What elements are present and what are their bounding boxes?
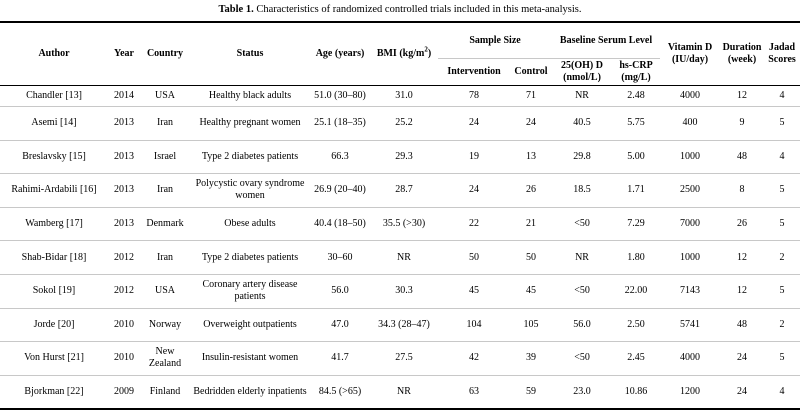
cell-ohd: NR — [575, 90, 589, 101]
cell-jadad: 5 — [779, 218, 785, 230]
cell-duration: 12 — [737, 251, 748, 263]
table-caption-label: Table 1. — [218, 4, 254, 15]
cell-intervention: 45 — [469, 285, 479, 297]
cell-age: 40.4 (18–50) — [314, 218, 366, 230]
header-year: Year — [108, 22, 140, 86]
cell-ohd: <50 — [574, 285, 590, 297]
cell-jadad: 2 — [779, 318, 785, 330]
cell-intervention: 22 — [469, 218, 479, 230]
cell-duration: 48 — [737, 318, 748, 330]
cell-jadad: 4 — [779, 150, 785, 162]
cell-intervention: 63 — [469, 386, 479, 398]
cell-year: 2010 — [114, 318, 134, 330]
cell-country: Iran — [156, 184, 174, 196]
cell-country: USA — [154, 90, 175, 101]
table-row — [0, 241, 800, 275]
cell-ohd: 23.0 — [573, 386, 591, 398]
cell-duration: 8 — [739, 184, 745, 196]
table-body — [0, 86, 800, 410]
cell-vitd: 4000 — [680, 352, 701, 364]
header-age: Age (years) — [310, 22, 370, 86]
cell-author: Chandler [13] — [26, 90, 82, 101]
table-row — [0, 86, 800, 107]
cell-age: 47.0 — [331, 318, 349, 330]
cell-country: Finland — [149, 386, 181, 398]
cell-ohd: <50 — [574, 352, 590, 364]
cell-author: Shab-Bidar [18] — [21, 251, 87, 263]
cell-control: 59 — [526, 386, 536, 398]
cell-status: Type 2 diabetes patients — [201, 150, 299, 162]
cell-control: 21 — [526, 218, 536, 230]
cell-crp: 22.00 — [624, 285, 648, 297]
cell-crp: 1.71 — [627, 184, 645, 196]
cell-bmi: NR — [397, 386, 411, 398]
cell-bmi: 25.2 — [395, 117, 413, 129]
cell-control: 26 — [526, 184, 536, 196]
cell-status: Obese adults — [224, 218, 276, 230]
cell-jadad: 5 — [779, 184, 785, 196]
cell-country: Israel — [153, 150, 177, 162]
cell-age: 56.0 — [331, 285, 349, 297]
cell-status: Polycystic ovary syndrome women — [195, 178, 305, 202]
cell-control: 45 — [526, 285, 536, 297]
cell-ohd: <50 — [574, 218, 590, 230]
cell-duration: 24 — [737, 386, 748, 398]
cell-jadad: 5 — [779, 285, 785, 297]
cell-year: 2012 — [114, 285, 134, 297]
cell-duration: 24 — [737, 352, 748, 364]
cell-ohd: 18.5 — [573, 184, 591, 196]
table-caption-text: Characteristics of randomized controlled trials included in this meta-analysis. — [253, 4, 582, 15]
cell-age: 84.5 (>65) — [318, 386, 362, 398]
cell-duration: 9 — [739, 117, 745, 129]
cell-age: 51.0 (30–80) — [314, 90, 366, 101]
cell-age: 66.3 — [331, 150, 349, 162]
cell-year: 2014 — [114, 90, 134, 101]
cell-bmi: 29.3 — [395, 150, 413, 162]
cell-author: Sokol [19] — [32, 285, 76, 297]
cell-vitd: 400 — [682, 117, 698, 129]
cell-year: 2013 — [114, 184, 134, 196]
table-row — [0, 174, 800, 208]
cell-jadad: 5 — [779, 117, 785, 129]
cell-intervention: 24 — [469, 184, 479, 196]
cell-jadad: 5 — [779, 352, 785, 364]
cell-status: Healthy pregnant women — [199, 117, 301, 129]
cell-status: Coronary artery disease patients — [202, 279, 298, 303]
cell-bmi: 28.7 — [395, 184, 413, 196]
cell-crp: 7.29 — [627, 218, 645, 230]
header-control: Control — [514, 66, 548, 77]
table-row — [0, 308, 800, 342]
cell-year: 2012 — [114, 251, 134, 263]
cell-country: New Zealand — [148, 346, 182, 370]
cell-ohd: 56.0 — [573, 318, 591, 330]
header-duration: Duration (week) — [720, 22, 764, 86]
cell-vitd: 1000 — [680, 150, 701, 162]
table-caption — [0, 3, 800, 17]
cell-author: Jorde [20] — [33, 318, 75, 330]
cell-age: 25.1 (18–35) — [314, 117, 366, 129]
cell-author: Breslavsky [15] — [22, 150, 86, 162]
cell-country: USA — [154, 285, 175, 297]
cell-status: Insulin-resistant women — [201, 352, 299, 364]
cell-intervention: 104 — [466, 318, 482, 330]
cell-bmi: 35.5 (>30) — [382, 218, 426, 230]
cell-control: 13 — [526, 150, 536, 162]
cell-intervention: 24 — [469, 117, 479, 129]
cell-crp: 2.48 — [627, 90, 645, 101]
cell-control: 71 — [526, 90, 536, 101]
cell-vitd: 1000 — [680, 251, 701, 263]
cell-ohd: NR — [575, 251, 589, 263]
cell-bmi: 30.3 — [395, 285, 413, 297]
cell-year: 2010 — [114, 352, 134, 364]
cell-crp: 5.75 — [627, 117, 645, 129]
cell-vitd: 4000 — [680, 90, 701, 101]
cell-bmi: 34.3 (28–47) — [378, 318, 430, 330]
cell-intervention: 19 — [469, 150, 479, 162]
table-row — [0, 107, 800, 141]
header-jadad: Jadad Scores — [764, 22, 800, 86]
header-baseline: Baseline Serum Level — [552, 22, 660, 59]
cell-control: 50 — [526, 251, 536, 263]
cell-author: Asemi [14] — [31, 117, 77, 129]
cell-control: 105 — [523, 318, 539, 330]
cell-duration: 12 — [737, 285, 748, 297]
cell-duration: 12 — [737, 90, 748, 101]
cell-age: 26.9 (20–40) — [314, 184, 366, 196]
header-bmi-prefix: BMI (kg/m — [376, 48, 425, 59]
table-row — [0, 342, 800, 376]
table-row — [0, 140, 800, 174]
cell-vitd: 1200 — [680, 386, 701, 398]
cell-country: Iran — [156, 251, 174, 263]
cell-author: Wamberg [17] — [25, 218, 83, 230]
cell-bmi: 31.0 — [395, 90, 413, 101]
trials-table — [0, 21, 800, 410]
cell-status: Healthy black adults — [208, 90, 292, 101]
cell-status: Type 2 diabetes patients — [201, 251, 299, 263]
cell-control: 39 — [526, 352, 536, 364]
header-bmi-suffix: ) — [427, 48, 432, 59]
cell-year: 2013 — [114, 218, 134, 230]
cell-status: Bedridden elderly inpatients — [193, 386, 307, 398]
cell-vitd: 5741 — [680, 318, 701, 330]
cell-jadad: 4 — [779, 90, 785, 101]
cell-country: Denmark — [146, 218, 184, 230]
cell-jadad: 4 — [779, 386, 785, 398]
cell-crp: 5.00 — [627, 150, 645, 162]
table-row — [0, 207, 800, 241]
cell-crp: 2.45 — [627, 352, 645, 364]
cell-bmi: NR — [397, 251, 411, 263]
cell-status: Overweight outpatients — [203, 318, 297, 330]
cell-vitd: 7143 — [680, 285, 701, 297]
cell-author: Bjorkman [22] — [24, 386, 84, 398]
table-row — [0, 375, 800, 409]
cell-intervention: 78 — [469, 90, 479, 101]
header-bmi-sup: 2 — [424, 45, 428, 54]
header-sample-size: Sample Size — [438, 22, 552, 59]
cell-author: Von Hurst [21] — [24, 352, 84, 364]
cell-vitd: 7000 — [680, 218, 701, 230]
cell-country: Norway — [148, 318, 182, 330]
cell-year: 2013 — [114, 117, 134, 129]
header-author: Author — [0, 22, 108, 86]
cell-jadad: 2 — [779, 251, 785, 263]
cell-country: Iran — [156, 117, 174, 129]
cell-ohd: 29.8 — [573, 150, 591, 162]
cell-author: Rahimi-Ardabili [16] — [11, 184, 97, 196]
cell-duration: 26 — [737, 218, 748, 230]
cell-control: 24 — [526, 117, 536, 129]
cell-bmi: 27.5 — [395, 352, 413, 364]
cell-age: 30–60 — [327, 251, 353, 263]
header-status: Status — [190, 22, 310, 86]
cell-ohd: 40.5 — [573, 117, 591, 129]
cell-age: 41.7 — [331, 352, 349, 364]
header-intervention: Intervention — [447, 66, 501, 77]
cell-year: 2009 — [114, 386, 134, 398]
header-vitamin-d: Vitamin D (IU/day) — [660, 22, 720, 86]
table-row — [0, 274, 800, 308]
cell-crp: 1.80 — [627, 251, 645, 263]
cell-intervention: 42 — [469, 352, 479, 364]
header-hscrp: hs-CRP (mg/L) — [619, 60, 653, 83]
cell-intervention: 50 — [469, 251, 479, 263]
header-bmi — [370, 22, 438, 86]
cell-crp: 10.86 — [624, 386, 648, 398]
header-25ohd: 25(OH) D (nmol/L) — [561, 60, 603, 83]
cell-year: 2013 — [114, 150, 134, 162]
header-country: Country — [140, 22, 190, 86]
cell-crp: 2.50 — [627, 318, 645, 330]
cell-duration: 48 — [737, 150, 748, 162]
cell-vitd: 2500 — [680, 184, 701, 196]
